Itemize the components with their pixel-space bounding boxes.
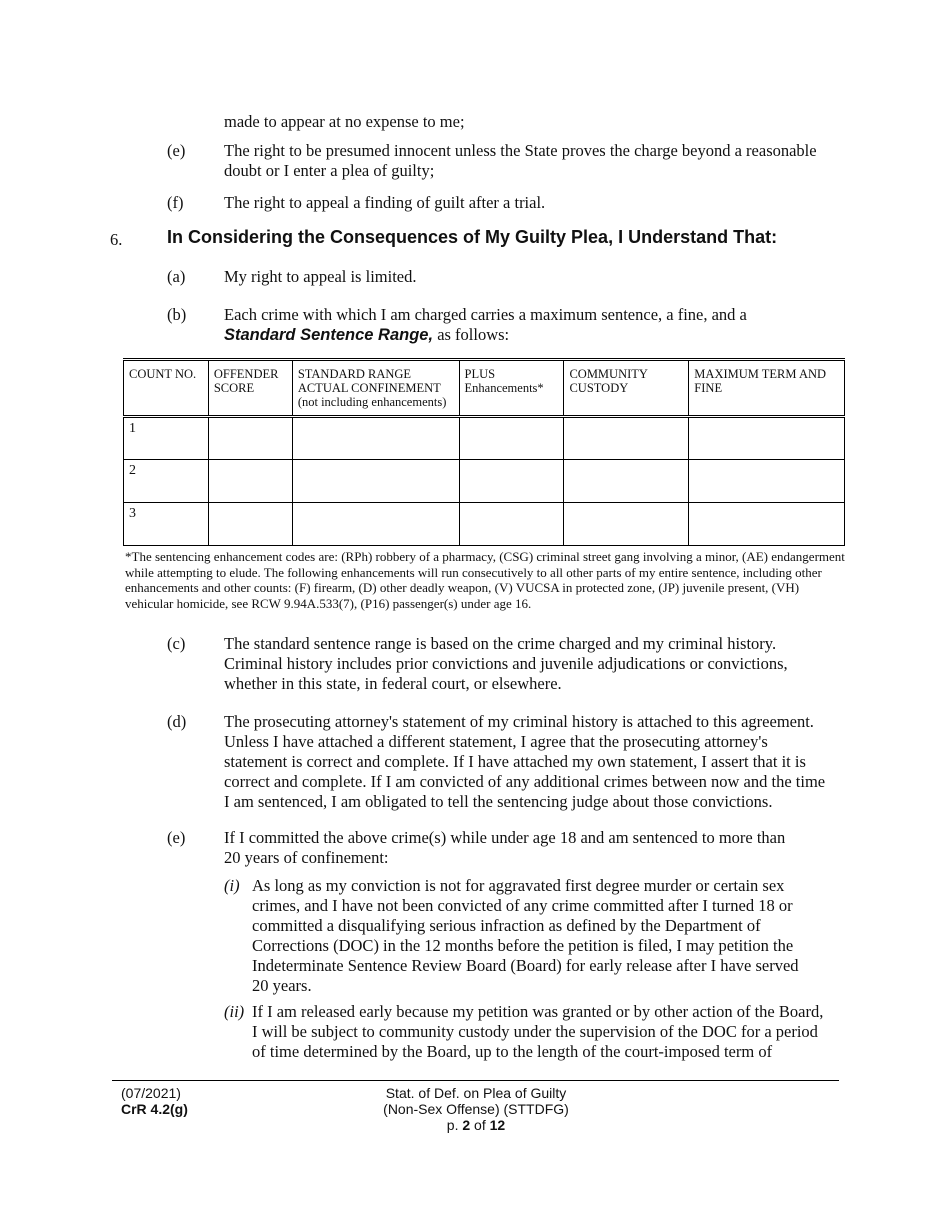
header-offender-score: OFFENDER SCORE (208, 360, 292, 417)
item-e2-letter: (e) (167, 828, 186, 847)
offender-score-cell[interactable] (208, 503, 292, 546)
subitem-ii-label: (ii) (224, 1002, 245, 1021)
section-heading: In Considering the Consequences of My Guilty Plea, I Understand That: (167, 227, 778, 247)
count-number-cell: 2 (124, 460, 209, 503)
item-e-letter: (e) (167, 141, 186, 160)
item-c-letter: (c) (167, 634, 186, 653)
footer-page-number: p. 2 of 12 (446, 1117, 506, 1133)
item-a-letter: (a) (167, 267, 186, 286)
header-standard-range: STANDARD RANGE ACTUAL CONFINEMENT (not including enhancements) (292, 360, 459, 417)
footer-center (326, 1085, 626, 1133)
table-row (124, 460, 845, 503)
item-f-text: The right to appeal a finding of guilt after a trial. (224, 193, 546, 212)
count-number-cell: 3 (124, 503, 209, 546)
enhancements-cell[interactable] (459, 460, 564, 503)
standard-range-cell[interactable] (292, 417, 459, 460)
item-c-text: The standard sentence range is based on the crime charged and my criminal history. Criminal history includes prior convictions and juvenile adjudications or convictions, whether in this state, in federal court, or elsewhere. (224, 634, 788, 693)
item-a-text: My right to appeal is limited. (224, 267, 417, 286)
community-custody-cell[interactable] (564, 460, 689, 503)
header-count-no: COUNT NO. (124, 360, 209, 417)
subitem-ii-text: If I am released early because my petition was granted or by other action of the Board, I will be subject to community custody under the supervision of the DOC for a period of time determined by the Board, up to the length of the court-imposed term of (252, 1002, 824, 1061)
rights-carryover-text: made to appear at no expense to me; (224, 112, 465, 131)
community-custody-cell[interactable] (564, 503, 689, 546)
item-b-text (224, 305, 824, 345)
item-b-text-before: Each crime with which I am charged carries a maximum sentence, a fine, and a (224, 305, 747, 324)
item-e2-text: If I committed the above crime(s) while under age 18 and am sentenced to more than 20 years of confinement: (224, 828, 786, 867)
subitem-i-label: (i) (224, 876, 240, 895)
maximum-term-cell[interactable] (689, 503, 845, 546)
footer-left (121, 1085, 188, 1117)
table-row (124, 503, 845, 546)
standard-sentence-range-emphasis: Standard Sentence Range, (224, 326, 434, 344)
header-plus-enhancements: PLUS Enhancements* (459, 360, 564, 417)
maximum-term-cell[interactable] (689, 417, 845, 460)
table-row (124, 417, 845, 460)
item-d-letter: (d) (167, 712, 187, 731)
offender-score-cell[interactable] (208, 460, 292, 503)
footer-title-line1: Stat. of Def. on Plea of Guilty (385, 1085, 567, 1101)
enhancements-cell[interactable] (459, 503, 564, 546)
footer-date: (07/2021) (121, 1085, 181, 1101)
section-number: 6. (110, 230, 123, 249)
header-maximum-term: MAXIMUM TERM AND FINE (689, 360, 845, 417)
item-f-letter: (f) (167, 193, 184, 212)
footer-title-line2: (Non-Sex Offense) (STTDFG) (383, 1101, 569, 1117)
subitem-i-text: As long as my conviction is not for aggravated first degree murder or certain sex crimes, and I have not been convicted of any crime committed after I turned 18 or committed a disqualifying serious infraction as defined by the Department of Corrections (DOC) in the 12 months before the petition is filed, I may petition the Indeterminate Sentence Review Board (Board) for early release after I have served 20 years. (252, 876, 799, 995)
sentence-table (123, 358, 845, 546)
enhancement-codes-footnote: *The sentencing enhancement codes are: (RPh) robbery of a pharmacy, (CSG) criminal street gang involving a minor, (AE) endangerment while attempting to elude. The following enhancements will run consecutively to all other parts of my entire sentence, including other enhancements and other counts: (F) firearm, (D) other deadly weapon, (V) VUCSA in protected zone, (JP) juvenile present, (VH) vehicular homicide, see RCW 9.94A.533(7), (P16) passenger(s) under age 16. (125, 549, 845, 611)
enhancements-cell[interactable] (459, 417, 564, 460)
item-d-text: The prosecuting attorney's statement of my criminal history is attached to this agreement. Unless I have attached a different statement, I agree that the prosecuting attorney's statement is correct and complete. If I have attached my own statement, I assert that it is correct and complete. If I am convicted of any additional crimes between now and the time I am sentenced, I am obligated to tell the sentencing judge about those convictions. (224, 712, 826, 811)
footer-rule-citation: CrR 4.2(g) (121, 1101, 188, 1117)
item-b-text-after: as follows: (433, 325, 510, 344)
maximum-term-cell[interactable] (689, 460, 845, 503)
header-community-custody: COMMUNITY CUSTODY (564, 360, 689, 417)
standard-range-cell[interactable] (292, 460, 459, 503)
count-number-cell: 1 (124, 417, 209, 460)
table-header-row (124, 360, 845, 417)
community-custody-cell[interactable] (564, 417, 689, 460)
offender-score-cell[interactable] (208, 417, 292, 460)
footer-rule (112, 1080, 839, 1081)
item-b-letter: (b) (167, 305, 187, 324)
standard-range-cell[interactable] (292, 503, 459, 546)
item-e-text: The right to be presumed innocent unless the State proves the charge beyond a reasonable doubt or I enter a plea of guilty; (224, 141, 817, 180)
